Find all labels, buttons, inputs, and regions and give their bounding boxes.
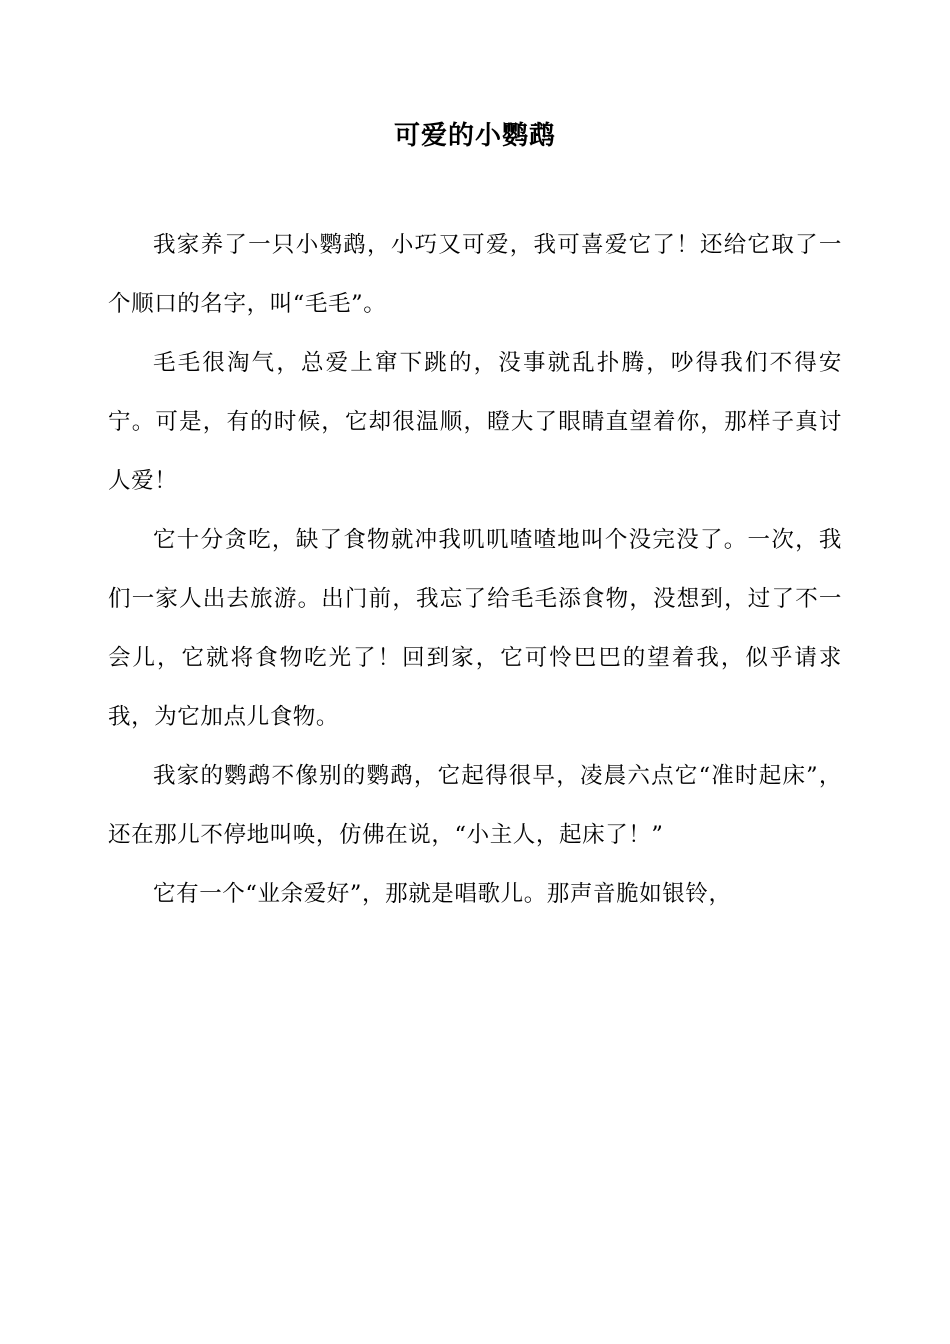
paragraph: 它十分贪吃，缺了食物就冲我叽叽喳喳地叫个没完没了。一次，我们一家人出去旅游。出门前，我忘了给毛毛添食物，没想到，过了不一会儿，它就将食物吃光了！回到家，它可怜巴巴的望着我，似乎请求我，为它加点儿食物。: [108, 527, 842, 730]
paragraph: 我家养了一只小鹦鹉，小巧又可爱，我可喜爱它了！还给它取了一个顺口的名字，叫“毛毛”。: [108, 232, 842, 318]
document-body: [108, 216, 842, 923]
paragraph: 我家的鹦鹉不像别的鹦鹉，它起得很早，凌晨六点它“准时起床”，还在那儿不停地叫唤，仿佛在说，“小主人，起床了！”: [108, 762, 842, 848]
page-title: 可爱的小鹦鹉: [393, 121, 556, 151]
paragraph: 毛毛很淘气，总爱上窜下跳的，没事就乱扑腾，吵得我们不得安宁。可是，有的时候，它却很温顺，瞪大了眼睛直望着你，那样子真讨人爱！: [108, 350, 842, 495]
paragraph: 它有一个“业余爱好”，那就是唱歌儿。那声音脆如银铃，: [153, 880, 732, 907]
